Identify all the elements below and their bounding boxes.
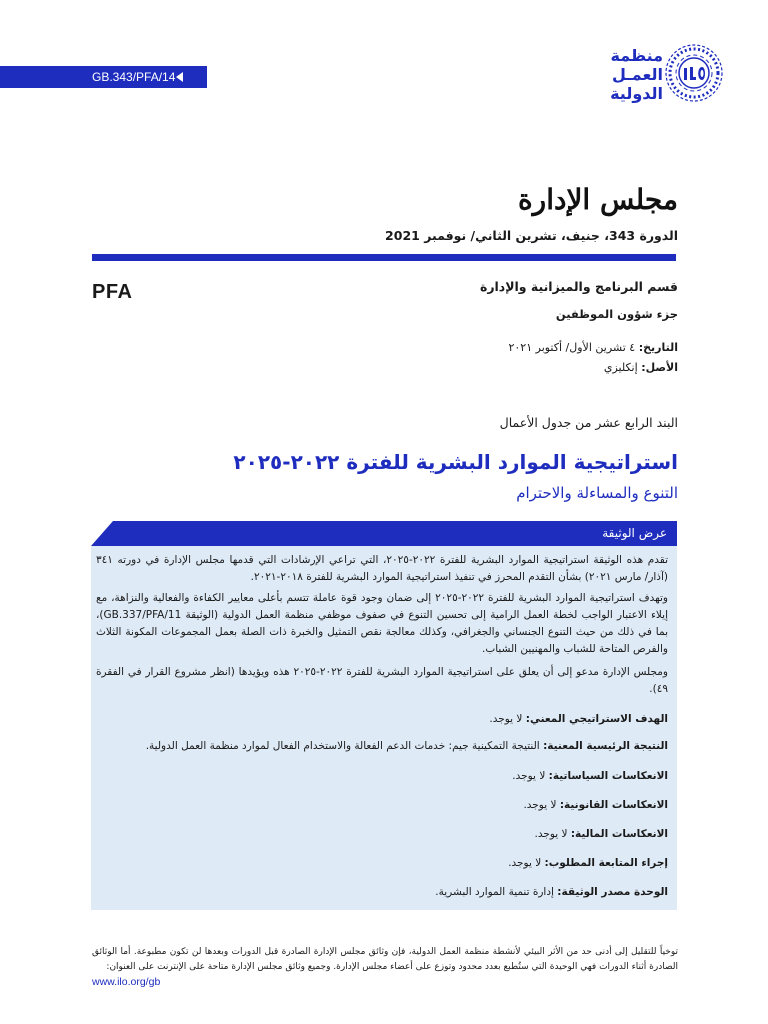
field-label: الانعكاسات القانونية: bbox=[559, 799, 668, 811]
overview-paragraph: تقدم هذه الوثيقة استراتيجية الموارد البشرية للفترة ٢٠٢٢-٢٠٢٥، التي تراعي الإرشادات التي قدمها مجلس الإدارة في دورته ٣٤١ (آذار/ مارس ٢٠٢١) بشأن التقدم المحرز في تنفيذ استراتيجية الموارد البشرية للفترة ٢٠١٨-٢٠٢١. bbox=[96, 554, 668, 583]
document-reference: GB.343/PFA/14 bbox=[92, 70, 176, 84]
organization-name-line: منظمة bbox=[610, 46, 663, 65]
field-value: لا يوجد. bbox=[512, 770, 546, 782]
field-value: لا يوجد. bbox=[508, 857, 542, 869]
section-name: قسم البرنامج والميزانية والإدارة bbox=[479, 279, 678, 294]
heading-corner bbox=[91, 521, 113, 546]
date-line bbox=[258, 341, 678, 354]
overview-heading bbox=[91, 521, 677, 546]
original-language-label: الأصل: bbox=[641, 361, 678, 374]
overview-field bbox=[96, 711, 668, 728]
field-value: لا يوجد. bbox=[523, 799, 557, 811]
field-value: لا يوجد. bbox=[534, 828, 568, 840]
overview-paragraph: وتهدف استراتيجية الموارد البشرية للفترة ٢٠٢٢-٢٠٢٥ إلى ضمان وجود قوة عاملة تتسم بأعلى معايير الكفاءة والفعالية والنزاهة، مع إيلاء الاعتبار الواجب لخطة العمل الرامية إلى تحسين التنوع في صفوف موظفي منظمة العمل الدولية (الوثيقة GB.337/PFA/11)، بما في ذلك من حيث التنوع الجنساني والجغرافي، وكذلك معالجة نقص التمثيل والخبرة ذات الصلة بعمل المجموعات المكونة الثلاث والفرص المتاحة للشباب والمهنيين الشباب. bbox=[96, 592, 668, 655]
document-reference-bar bbox=[0, 66, 207, 88]
section-code: PFA bbox=[92, 281, 133, 303]
ilo-logo-icon bbox=[664, 43, 724, 103]
field-label: النتيجة الرئيسية المعنية: bbox=[543, 740, 668, 752]
field-label: إجراء المتابعة المطلوب: bbox=[544, 857, 668, 869]
overview-field bbox=[96, 768, 668, 785]
header-divider bbox=[92, 254, 676, 261]
field-label: الانعكاسات السياساتية: bbox=[548, 770, 668, 782]
organization-name-line: الدولية bbox=[610, 84, 663, 103]
date-value: ٤ تشرين الأول/ أكتوبر ٢٠٢١ bbox=[508, 341, 636, 354]
subsection-name: جزء شؤون الموظفين bbox=[555, 307, 678, 321]
field-value: لا يوجد. bbox=[489, 713, 523, 725]
field-label: الهدف الاستراتيجي المعني: bbox=[525, 713, 668, 725]
field-value: النتيجة التمكينية جيم: خدمات الدعم الفعالة والاستخدام الفعال لموارد منظمة العمل الدولية. bbox=[145, 740, 540, 752]
original-language-value: إنكليزي bbox=[603, 361, 638, 374]
document-title: استراتيجية الموارد البشرية للفترة ٢٠٢٢-٢٠٢٥ bbox=[233, 450, 678, 474]
document-subtitle: التنوع والمساءلة والاحترام bbox=[516, 484, 678, 502]
field-label: الوحدة مصدر الوثيقة: bbox=[557, 886, 668, 898]
overview-field bbox=[96, 884, 668, 901]
overview-field bbox=[96, 738, 668, 755]
date-label: التاريخ: bbox=[638, 341, 678, 354]
session-info: الدورة 343، جنيف، تشرين الثاني/ نوفمبر 2021 bbox=[385, 228, 678, 243]
overview-heading-label: عرض الوثيقة bbox=[602, 526, 667, 540]
organization-name-line: العمـل bbox=[612, 65, 663, 84]
overview-field bbox=[96, 797, 668, 814]
field-label: الانعكاسات المالية: bbox=[570, 828, 668, 840]
overview-paragraph: ومجلس الإدارة مدعو إلى أن يعلق على استراتيجية الموارد البشرية للفترة ٢٠٢٢-٢٠٢٥ هذه ويؤيدها (انظر مشروع القرار في الفقرة ٤٩). bbox=[96, 666, 668, 695]
organization-name bbox=[543, 46, 663, 103]
field-value: إدارة تنمية الموارد البشرية. bbox=[435, 886, 554, 898]
triangle-left-icon bbox=[176, 72, 183, 82]
footnote: توخياً للتقليل إلى أدنى حد من الأثر البيئي لأنشطة منظمة العمل الدولية، فإن وثائق مجلس الإدارة الصادرة قبل الدورات وبعدها لن تكون مطبوعة. أما الوثائق الصادرة أثناء الدورات فهي الوحيدة التي ستُطبع بعدد محدود وتوزع على أعضاء مجلس الإدارة. وجميع وثائق مجلس الإدارة متاحة على الإنترنت على العنوان: bbox=[92, 947, 678, 972]
overview-field bbox=[96, 855, 668, 872]
page-title: مجلس الإدارة bbox=[518, 183, 678, 216]
agenda-item: البند الرابع عشر من جدول الأعمال bbox=[499, 415, 678, 430]
overview-field bbox=[96, 826, 668, 843]
footer-link[interactable]: www.ilo.org/gb bbox=[92, 976, 161, 988]
original-language-line bbox=[258, 361, 678, 374]
